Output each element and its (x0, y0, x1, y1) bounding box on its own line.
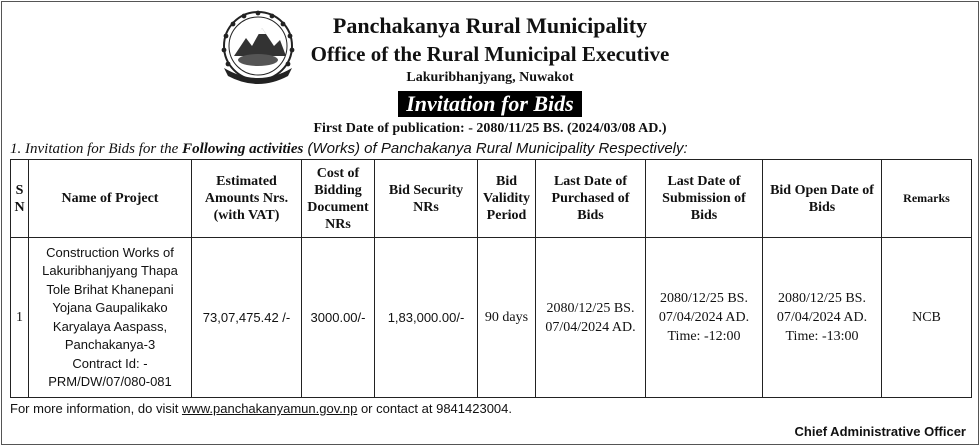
cell-security: 1,83,000.00/- (375, 238, 478, 398)
cell-project (29, 238, 192, 398)
cell-open (763, 238, 882, 398)
open-date-ad: 07/04/2024 AD. (776, 310, 868, 325)
header-remarks: Remarks (882, 160, 972, 238)
footer-prefix: For more information, do visit (10, 401, 182, 416)
submission-time: Time: -12:00 (667, 329, 741, 344)
municipality-title: Panchakanya Rural Municipality (332, 13, 648, 38)
cell-validity: 90 days (478, 238, 536, 398)
purchase-date-ad: 07/04/2024 AD. (545, 319, 636, 335)
footer-suffix: or contact at 9841423004. (357, 401, 513, 416)
cell-cost: 3000.00/- (302, 238, 375, 398)
submission-date-ad: 07/04/2024 AD. (658, 310, 750, 325)
intro-prefix: 1. Invitation for Bids for the (10, 141, 183, 157)
intro-suffix: of Panchakanya Rural Municipality Respectively: (360, 140, 688, 157)
header-open: Bid Open Date of Bids (763, 160, 882, 238)
open-time: Time: -13:00 (785, 329, 859, 344)
intro-works: (Works) (303, 140, 360, 157)
publication-date: First Date of publication: - 2080/11/25 BS. (2024/03/08 AD.) (313, 121, 667, 136)
header-sn: S N (11, 160, 29, 238)
intro-activities: Following activities (182, 141, 304, 157)
bids-table (10, 159, 972, 398)
purchase-date-bs: 2080/12/25 BS. (546, 300, 635, 316)
website-link[interactable]: www.panchakanyamun.gov.np (181, 401, 358, 416)
banner-container (2, 91, 978, 117)
cell-estimated: 73,07,475.42 /- (192, 238, 302, 398)
table-row (11, 238, 972, 398)
invitation-banner: Invitation for Bids (398, 91, 581, 117)
table-header-row (11, 160, 972, 238)
submission-date-bs: 2080/12/25 BS. (660, 291, 748, 306)
office-title: Office of the Rural Municipal Executive (310, 42, 670, 66)
contact-info (10, 401, 512, 416)
header-estimated: Estimated Amounts Nrs. (with VAT) (192, 160, 302, 238)
project-name: Construction Works of Lakuribhanjyang Thapa Tole Brihat Khanepani Yojana Gaupalikako Karyalaya Aaspass, Panchakanya-3 (42, 244, 178, 352)
cell-submission (646, 238, 763, 398)
header-submission: Last Date of Submission of Bids (646, 160, 763, 238)
header-purchase: Last Date of Purchased of Bids (536, 160, 646, 238)
office-address: Lakuribhanjyang, Nuwakot (406, 70, 574, 85)
header-project: Name of Project (29, 160, 192, 238)
bid-notice (1, 1, 979, 445)
signature: Chief Administrative Officer (794, 424, 966, 439)
header-validity: Bid Validity Period (478, 160, 536, 238)
open-date-bs: 2080/12/25 BS. (778, 291, 866, 306)
notice-header (2, 2, 978, 142)
header-security: Bid Security NRs (375, 160, 478, 238)
intro-line (10, 140, 688, 158)
cell-purchase (536, 238, 646, 398)
cell-sn: 1 (11, 238, 29, 398)
cell-remarks: NCB (882, 238, 972, 398)
header-cost: Cost of Bidding Document NRs (302, 160, 375, 238)
contract-id: Contract Id: - PRM/DW/07/080-081 (48, 355, 172, 389)
